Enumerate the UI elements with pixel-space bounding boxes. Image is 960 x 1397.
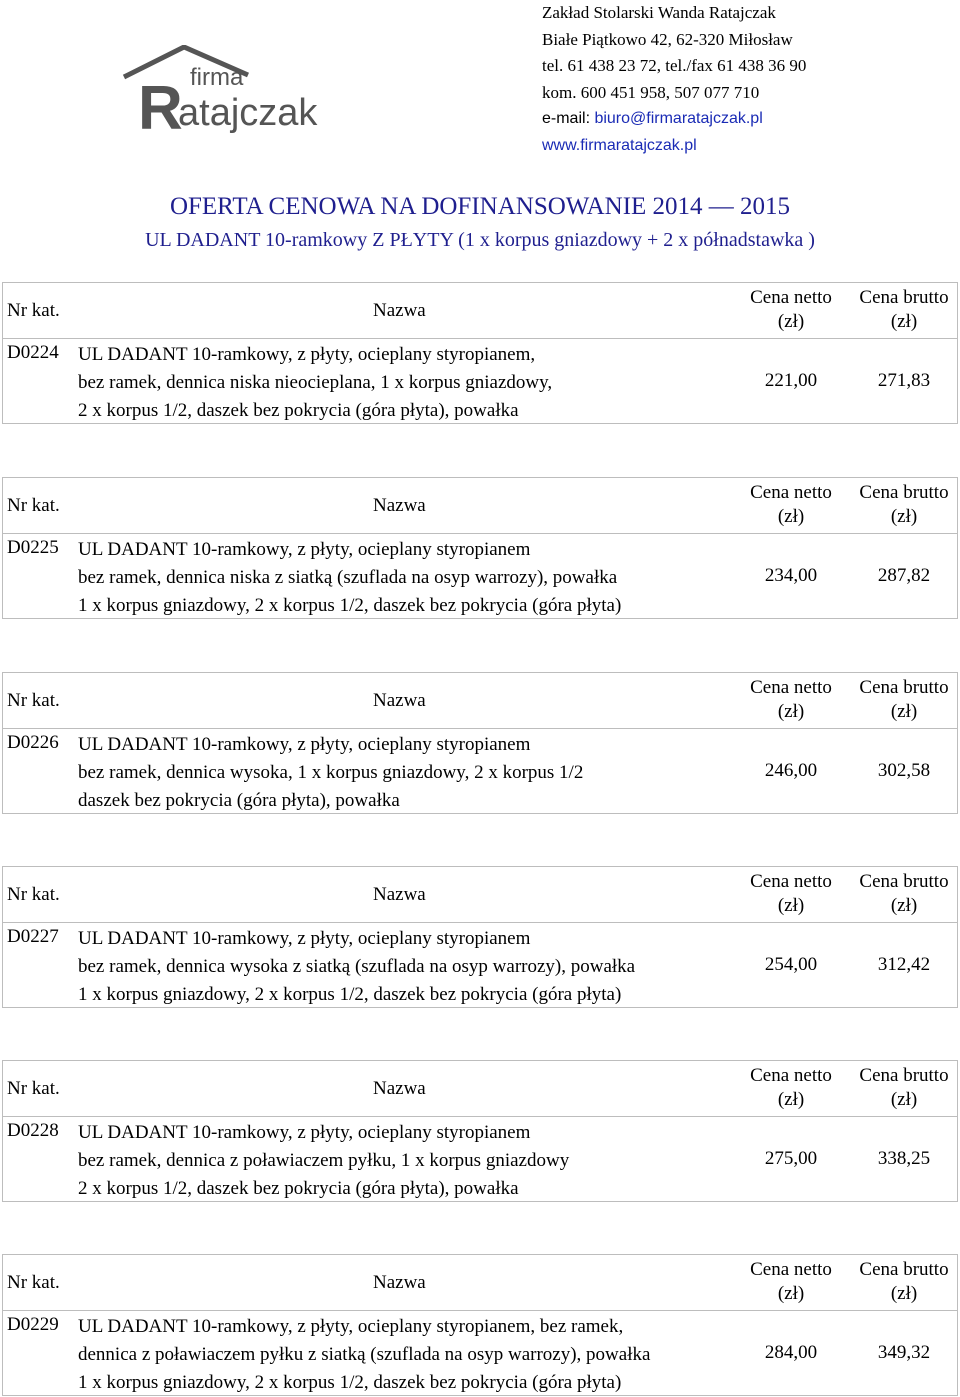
offer-header-row [3, 867, 957, 923]
header-name: Nazwa [373, 884, 426, 905]
website-link[interactable]: www.firmaratajczak.pl [542, 136, 697, 154]
header-gross-label: Cena brutto [859, 677, 949, 698]
catalog-number: D0226 [7, 732, 59, 753]
header-net-price [741, 1258, 841, 1306]
description-line-3: 2 x korpus 1/2, daszek bez pokrycia (góra płyta), powałka [78, 400, 519, 421]
header-net-label: Cena netto [750, 871, 832, 892]
header-net-label: Cena netto [750, 1065, 832, 1086]
product-description [78, 1313, 650, 1397]
net-price: 254,00 [764, 954, 818, 975]
offer-table [2, 1254, 958, 1396]
logo-house-icon [116, 45, 356, 145]
header-name: Nazwa [373, 1272, 426, 1293]
header-net-label: Cena netto [750, 287, 832, 308]
header-name: Nazwa [373, 1078, 426, 1099]
header-gross-price [849, 870, 959, 918]
product-description [78, 536, 621, 620]
header-gross-unit: (zł) [890, 506, 918, 527]
logo-firma-text: firma [190, 64, 244, 91]
email-label: e-mail: [542, 110, 595, 127]
header-nr: Nr kat. [7, 1272, 60, 1293]
offer-row [3, 339, 957, 423]
catalog-number: D0229 [7, 1314, 59, 1335]
description-line-1: UL DADANT 10-ramkowy, z płyty, ocieplany styropianem [78, 734, 531, 755]
product-description [78, 341, 552, 425]
offer-table [2, 477, 958, 619]
header-name: Nazwa [373, 300, 426, 321]
header-net-price [741, 286, 841, 334]
company-logo [116, 45, 356, 145]
offer-header-row [3, 478, 957, 534]
offer-table [2, 672, 958, 814]
company-info [542, 0, 806, 159]
offer-table [2, 866, 958, 1008]
company-name: Zakład Stolarski Wanda Ratajczak [542, 3, 776, 22]
header-gross-unit: (zł) [890, 701, 918, 722]
net-price: 275,00 [764, 1148, 818, 1169]
description-line-3: 2 x korpus 1/2, daszek bez pokrycia (góra płyta), powałka [78, 1178, 519, 1199]
description-line-3: daszek bez pokrycia (góra płyta), powałka [78, 790, 400, 811]
description-line-2: bez ramek, dennica niska z siatką (szuflada na osyp warrozy), powałka [78, 567, 618, 588]
header-name: Nazwa [373, 495, 426, 516]
gross-price: 302,58 [877, 760, 931, 781]
header-nr: Nr kat. [7, 495, 60, 516]
offer-row [3, 729, 957, 813]
offer-header-row [3, 673, 957, 729]
company-www-line [542, 133, 806, 160]
header-gross-label: Cena brutto [859, 482, 949, 503]
offer-table [2, 282, 958, 424]
offer-row [3, 534, 957, 618]
offer-row [3, 1117, 957, 1201]
net-price: 284,00 [764, 1342, 818, 1363]
company-email-line [542, 106, 806, 133]
description-line-1: UL DADANT 10-ramkowy, z płyty, ocieplany styropianem, bez ramek, [78, 1316, 624, 1337]
logo-ratajczak-text: atajczak [178, 92, 318, 134]
header-gross-price [849, 286, 959, 334]
header-net-label: Cena netto [750, 677, 832, 698]
header-net-label: Cena netto [750, 1259, 832, 1280]
gross-price: 287,82 [877, 565, 931, 586]
description-line-1: UL DADANT 10-ramkowy, z płyty, ocieplany styropianem [78, 539, 531, 560]
product-description [78, 731, 583, 815]
gross-price: 338,25 [877, 1148, 931, 1169]
product-description [78, 1119, 569, 1203]
catalog-number: D0228 [7, 1120, 59, 1141]
description-line-2: bez ramek, dennica wysoka z siatką (szuflada na osyp warrozy), powałka [78, 956, 636, 977]
description-line-3: 1 x korpus gniazdowy, 2 x korpus 1/2, daszek bez pokrycia (góra płyta) [78, 1372, 622, 1393]
gross-price: 271,83 [877, 370, 931, 391]
company-mobile: kom. 600 451 958, 507 077 710 [542, 82, 760, 102]
catalog-number: D0225 [7, 537, 59, 558]
header-gross-label: Cena brutto [859, 287, 949, 308]
header-net-unit: (zł) [777, 1089, 805, 1110]
header-net-unit: (zł) [777, 701, 805, 722]
header-net-price [741, 481, 841, 529]
offer-header-row [3, 1255, 957, 1311]
header-gross-unit: (zł) [890, 895, 918, 916]
header-net-price [741, 870, 841, 918]
description-line-2: bez ramek, dennica z poławiaczem pyłku, 1 x korpus gniazdowy [78, 1150, 570, 1171]
header-gross-price [849, 1064, 959, 1112]
offer-row [3, 1311, 957, 1395]
header-gross-label: Cena brutto [859, 1259, 949, 1280]
description-line-2: bez ramek, dennica niska nieocieplana, 1 x korpus gniazdowy, [78, 372, 553, 393]
header-net-unit: (zł) [777, 1283, 805, 1304]
description-line-1: UL DADANT 10-ramkowy, z płyty, ocieplany styropianem, [78, 344, 536, 365]
header-gross-unit: (zł) [890, 1283, 918, 1304]
email-link[interactable]: biuro@firmaratajczak.pl [594, 110, 763, 127]
header-net-price [741, 1064, 841, 1112]
net-price: 234,00 [764, 565, 818, 586]
offer-table [2, 1060, 958, 1202]
product-description [78, 925, 635, 1009]
page-title: OFERTA CENOWA NA DOFINANSOWANIE 2014 — 2015 [169, 193, 791, 220]
offer-header-row [3, 283, 957, 339]
header-nr: Nr kat. [7, 300, 60, 321]
header-net-unit: (zł) [777, 895, 805, 916]
offer-row [3, 923, 957, 1007]
description-line-3: 1 x korpus gniazdowy, 2 x korpus 1/2, daszek bez pokrycia (góra płyta) [78, 595, 622, 616]
gross-price: 312,42 [877, 954, 931, 975]
description-line-2: dennica z poławiaczem pyłku z siatką (szuflada na osyp warrozy), powałka [78, 1344, 651, 1365]
net-price: 221,00 [764, 370, 818, 391]
header-gross-label: Cena brutto [859, 871, 949, 892]
catalog-number: D0224 [7, 342, 59, 363]
company-address: Białe Piątkowo 42, 62-320 Miłosław [542, 29, 793, 49]
catalog-number: D0227 [7, 926, 59, 947]
offer-header-row [3, 1061, 957, 1117]
header-gross-label: Cena brutto [859, 1065, 949, 1086]
header-nr: Nr kat. [7, 884, 60, 905]
header-nr: Nr kat. [7, 1078, 60, 1099]
gross-price: 349,32 [877, 1342, 931, 1363]
header-net-label: Cena netto [750, 482, 832, 503]
header-net-unit: (zł) [777, 311, 805, 332]
net-price: 246,00 [764, 760, 818, 781]
header-gross-price [849, 1258, 959, 1306]
header-gross-unit: (zł) [890, 311, 918, 332]
header-net-price [741, 676, 841, 724]
description-line-2: bez ramek, dennica wysoka, 1 x korpus gniazdowy, 2 x korpus 1/2 [78, 762, 584, 783]
header-gross-price [849, 676, 959, 724]
header-net-unit: (zł) [777, 506, 805, 527]
header-nr: Nr kat. [7, 690, 60, 711]
company-phone: tel. 61 438 23 72, tel./fax 61 438 36 90 [542, 56, 807, 75]
header-gross-price [849, 481, 959, 529]
header-name: Nazwa [373, 690, 426, 711]
logo-r-letter: R [138, 74, 183, 143]
description-line-1: UL DADANT 10-ramkowy, z płyty, ocieplany styropianem [78, 1122, 531, 1143]
description-line-1: UL DADANT 10-ramkowy, z płyty, ocieplany styropianem [78, 928, 531, 949]
header-gross-unit: (zł) [890, 1089, 918, 1110]
page-subtitle: UL DADANT 10-ramkowy Z PŁYTY (1 x korpus gniazdowy + 2 x półnadstawka ) [145, 229, 815, 251]
description-line-3: 1 x korpus gniazdowy, 2 x korpus 1/2, daszek bez pokrycia (góra płyta) [78, 984, 622, 1005]
